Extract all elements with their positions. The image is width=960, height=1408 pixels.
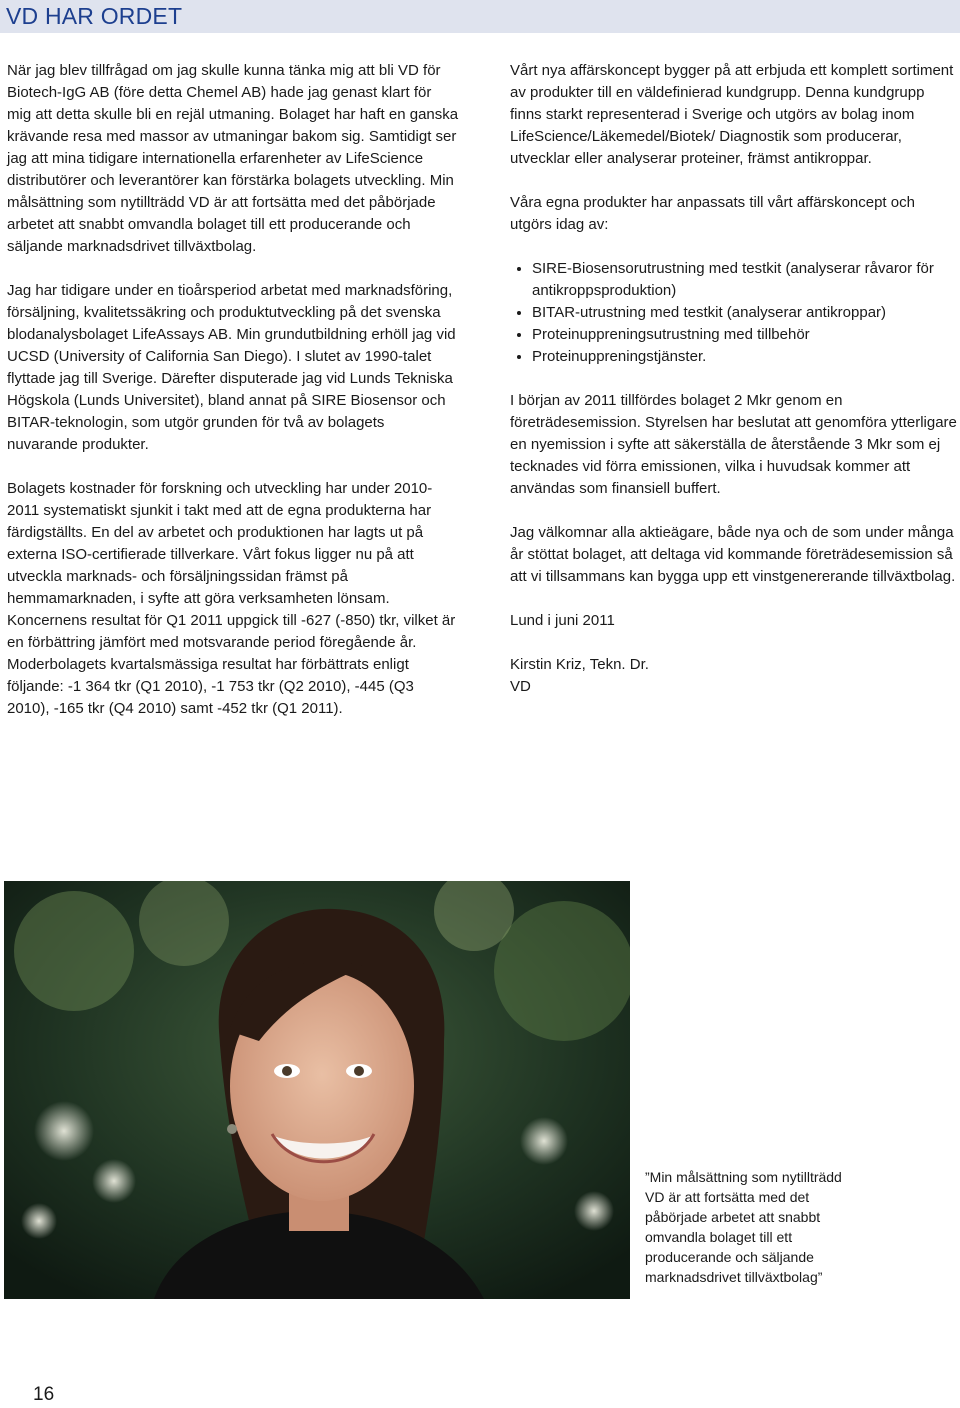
place-date: Lund i juni 2011 — [510, 612, 615, 629]
right-column — [510, 60, 960, 720]
left-column — [7, 60, 459, 742]
list-item: • SIRE-Biosensorutrustning med testkit (analyserar råvaror för antikroppsproduktion) — [532, 258, 960, 302]
intro-paragraph: När jag blev tillfrågad om jag skulle kunna tänka mig att bli VD för Biotech-IgG AB (före detta Chemel AB) hade jag genast klart för mig att detta skulle bli en rejäl utmaning. Bolaget har haft en ganska krävande resa med massor av utmaningar bakom sig. Samtidigt ser jag att mina tidigare internationella erfarenheter av LifeScience distributörer och leverantörer kan förstärka bolagets utveckling. Min målsättning som nytillträdd VD är att fortsätta med det påbörjade arbetet att snabbt omvandla bolaget till ett producerande och säljande marknadsdrivet tillväxtbolag. — [7, 62, 459, 255]
list-item: • BITAR-utrustning med testkit (analyserar antikroppar) — [532, 302, 960, 324]
signature-name: Kirstin Kriz, Tekn. Dr. — [510, 656, 649, 673]
pull-quote: ”Min målsättning som nytillträdd VD är att fortsätta med det påbörjade arbetet att snabbt omvandla bolaget till ett producerande och säljande marknadsdrivet tillväxtbolag” — [645, 1169, 842, 1285]
business-concept-paragraph: Vårt nya affärskoncept bygger på att erbjuda ett komplett sortiment av produkter till en väldefinierad kundgrupp. Denna kundgrupp finns starkt representerad i Sverige och utgörs av bolag inom LifeScience/Läkemedel/Biotek/ Diagnostik som producerar, utvecklar eller analyserar proteiner, främst antikroppar. — [510, 62, 954, 167]
background-paragraph: Jag har tidigare under en tioårsperiod arbetat med marknadsföring, försäljning, kvalitetssäkring och produktutveckling på det svenska blodanalysbolaget LifeAssays AB. Min grundutbildning erhöll jag vid UCSD (University of California San Diego). I slutet av 1990-talet flyttade jag till Sverige. Därefter disputerade jag vid Lunds Tekniska Högskola (Lunds Universitet), bland annat på SIRE Biosensor och BITAR-teknologin, som utgör grunden för två av bolagets nuvarande produkter. — [7, 282, 456, 453]
products-intro-paragraph: Våra egna produkter har anpassats till vårt affärskoncept och utgörs idag av: — [510, 194, 915, 233]
emission-paragraph: I början av 2011 tillfördes bolaget 2 Mkr genom en företrädesemission. Styrelsen har beslutat att genomföra ytterligare en nyemission i syfte att säkerställa de återstående 3 Mkr som ej tecknades vid förra emissionen, vilka i huvudsak kommer att användas som finansiell buffert. — [510, 392, 957, 497]
product-list — [510, 258, 960, 368]
page-title: VD HAR ORDET — [6, 3, 183, 29]
list-item: • Proteinuppreningsutrustning med tillbehör — [532, 324, 960, 346]
page-number: 16 — [33, 1384, 55, 1405]
list-item: • Proteinuppreningstjänster. — [532, 346, 960, 368]
welcome-paragraph: Jag välkomnar alla aktieägare, både nya och de som under många år stöttat bolaget, att deltaga vid kommande företrädesemission så att vi tillsammans kan bygga upp ett vinstgenererande tillväxtbolag. — [510, 524, 956, 585]
signature-title: VD — [510, 678, 531, 695]
results-paragraph: Bolagets kostnader för forskning och utveckling har under 2010-2011 systematiskt sjunkit i takt med att de egna produkterna har färdigställts. En del av arbetet och produktionen har lagts ut på externa ISO-certifierade tillverkare. Vårt fokus ligger nu på att utveckla marknads- och försäljningssidan främst på hemmamarknaden, i syfte att göra verksamheten lönsam. Koncernens resultat för Q1 2011 uppgick till -627 (-850) tkr, vilket är en förbättring jämfört med motsvarande period föregående år. Moderbolagets kvartalsmässiga resultat har förbättrats enligt följande: -1 364 tkr (Q1 2010), -1 753 tkr (Q2 2010), -445 (Q3 2010), -165 tkr (Q4 2010) samt -452 tkr (Q1 2011). — [7, 480, 456, 717]
signature — [510, 654, 960, 698]
portrait-photo — [4, 881, 630, 1299]
